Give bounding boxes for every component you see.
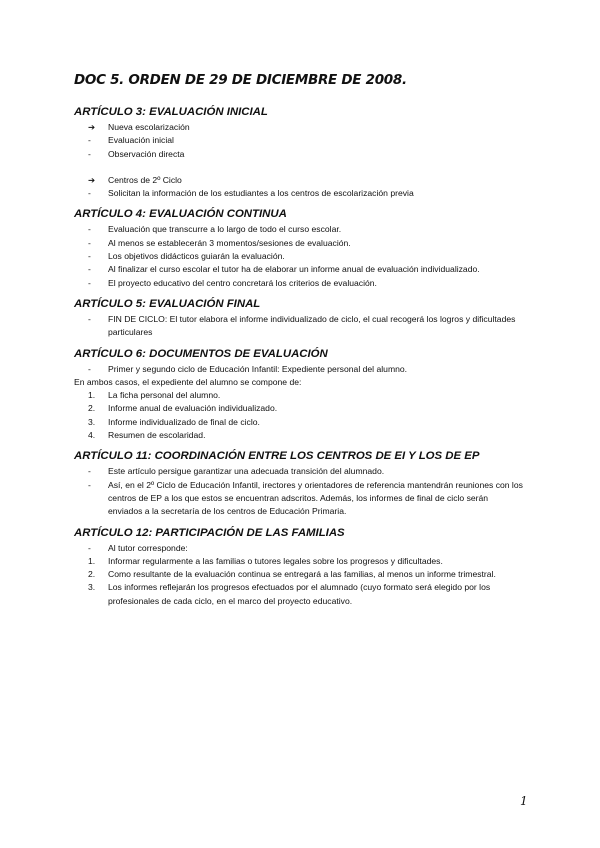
bullet-list <box>74 313 524 340</box>
list-marker: 3. <box>88 582 96 593</box>
list-marker: - <box>88 466 91 477</box>
list-item-text: Resumen de escolaridad. <box>108 430 206 441</box>
list-marker: 3. <box>88 416 96 427</box>
list-item <box>74 313 524 340</box>
list-item <box>74 416 524 429</box>
list-marker: - <box>88 224 91 235</box>
section-heading: ARTÍCULO 11: COORDINACIÓN ENTRE LOS CENTROS DE EI Y LOS DE EP <box>74 450 480 463</box>
bullet-list <box>74 363 524 376</box>
list-item-text: Al tutor corresponde: <box>108 542 188 553</box>
bullet-list <box>74 465 524 518</box>
list-item-text: Primer y segundo ciclo de Educación Infantil: Expediente personal del alumno. <box>108 363 408 374</box>
list-item-text: Centros de 2º Ciclo <box>108 174 182 185</box>
list-item-text: La ficha personal del alumno. <box>108 390 221 401</box>
bullet-list <box>74 542 524 608</box>
list-item-text: Los informes reflejarán los progresos efectuados por el alumnado (cuyo formato será elegido por los profesionales de cada ciclo, en el marco del proyecto educativo. <box>108 582 491 606</box>
list-marker: - <box>88 135 91 146</box>
list-marker: - <box>88 363 91 374</box>
list-item-text: Informar regularmente a las familias o tutores legales sobre los progresos y dificultades. <box>108 555 443 566</box>
section-article-4 <box>74 208 524 289</box>
list-marker: - <box>88 542 91 553</box>
list-item-text: Los objetivos didácticos guiarán la evaluación. <box>108 251 285 262</box>
list-item-text: Como resultante de la evaluación continua se entregará a las familias, al menos un informe trimestral. <box>108 569 496 580</box>
section-heading: ARTÍCULO 3: EVALUACIÓN INICIAL <box>74 106 268 118</box>
list-marker: - <box>88 277 91 288</box>
list-marker: 1. <box>88 390 96 401</box>
list-marker: 2. <box>88 569 96 580</box>
list-marker: 2. <box>88 403 96 414</box>
list-marker: - <box>88 264 91 275</box>
list-item <box>74 237 524 250</box>
list-item-text: Así, en el 2º Ciclo de Educación Infantil, irectores y orientadores de referencia mantendrán reuniones con los centros de EP a los que estos se encuentran adscritos. Además, los informes de final de ciclo serán enviados a la secretaría de los centros de Educación Primaria. <box>108 479 523 517</box>
list-item-text: Al menos se establecerán 3 momentos/sesiones de evaluación. <box>108 237 351 248</box>
list-marker: - <box>88 188 91 199</box>
list-item-text: Informe individualizado de final de ciclo. <box>108 416 260 427</box>
list-item-text: Este artículo persigue garantizar una adecuada transición del alumnado. <box>108 466 385 477</box>
document-title: DOC 5. ORDEN DE 29 DE DICIEMBRE DE 2008. <box>74 72 407 88</box>
list-marker: 1. <box>88 555 96 566</box>
list-item <box>74 174 524 187</box>
list-item <box>74 223 524 236</box>
paragraph: En ambos casos, el expediente del alumno se compone de: <box>74 376 302 387</box>
list-item <box>74 263 524 276</box>
list-marker: 4. <box>88 430 96 441</box>
list-item <box>74 581 524 608</box>
section-heading: ARTÍCULO 12: PARTICIPACIÓN DE LAS FAMILIAS <box>74 526 345 539</box>
section-heading: ARTÍCULO 4: EVALUACIÓN CONTINUA <box>74 208 287 221</box>
list-marker: ➔ <box>88 174 96 185</box>
section-article-3 <box>74 106 524 200</box>
list-marker: - <box>88 148 91 159</box>
list-item-text: Evaluación inicial <box>108 135 174 146</box>
section-article-12 <box>74 527 524 608</box>
list-marker: - <box>88 251 91 262</box>
bullet-list <box>74 223 524 289</box>
list-marker: - <box>88 479 91 490</box>
section-article-5 <box>74 298 524 340</box>
list-marker: - <box>88 313 91 324</box>
section-heading: ARTÍCULO 6: DOCUMENTOS DE EVALUACIÓN <box>74 347 328 360</box>
list-item <box>74 479 524 519</box>
section-article-6 <box>74 348 524 443</box>
list-item <box>74 542 524 555</box>
bullet-list <box>74 121 524 161</box>
list-item-text: Nueva escolarización <box>108 122 190 132</box>
list-item <box>74 363 524 376</box>
list-item-text: El proyecto educativo del centro concretará los criterios de evaluación. <box>108 277 377 288</box>
list-item-text: Observación directa <box>108 148 185 159</box>
list-item <box>74 402 524 415</box>
document-page <box>74 72 524 616</box>
list-marker: ➔ <box>88 122 96 132</box>
numbered-list <box>74 389 524 442</box>
list-item-text: Solicitan la información de los estudiantes a los centros de escolarización previa <box>108 188 414 199</box>
list-item <box>74 555 524 568</box>
list-item <box>74 121 524 134</box>
list-item <box>74 277 524 290</box>
list-item <box>74 134 524 147</box>
list-item-text: Evaluación que transcurre a lo largo de todo el curso escolar. <box>108 224 342 235</box>
section-heading: ARTÍCULO 5: EVALUACIÓN FINAL <box>74 297 261 310</box>
list-item <box>74 465 524 478</box>
list-item <box>74 389 524 402</box>
list-item <box>74 429 524 442</box>
list-item-text: Al finalizar el curso escolar el tutor ha de elaborar un informe anual de evaluación individualizado. <box>108 264 480 275</box>
list-item-text: FIN DE CICLO: El tutor elabora el informe individualizado de ciclo, el cual recogerá los logros y dificultades particulares <box>108 313 516 338</box>
section-article-11 <box>74 450 524 518</box>
list-item-text: Informe anual de evaluación individualizado. <box>108 403 278 414</box>
page-number: 1 <box>520 794 528 808</box>
list-marker: - <box>88 237 91 248</box>
list-item <box>74 187 524 200</box>
list-item <box>74 250 524 263</box>
list-item <box>74 148 524 161</box>
list-item <box>74 568 524 581</box>
bullet-list <box>74 174 524 201</box>
